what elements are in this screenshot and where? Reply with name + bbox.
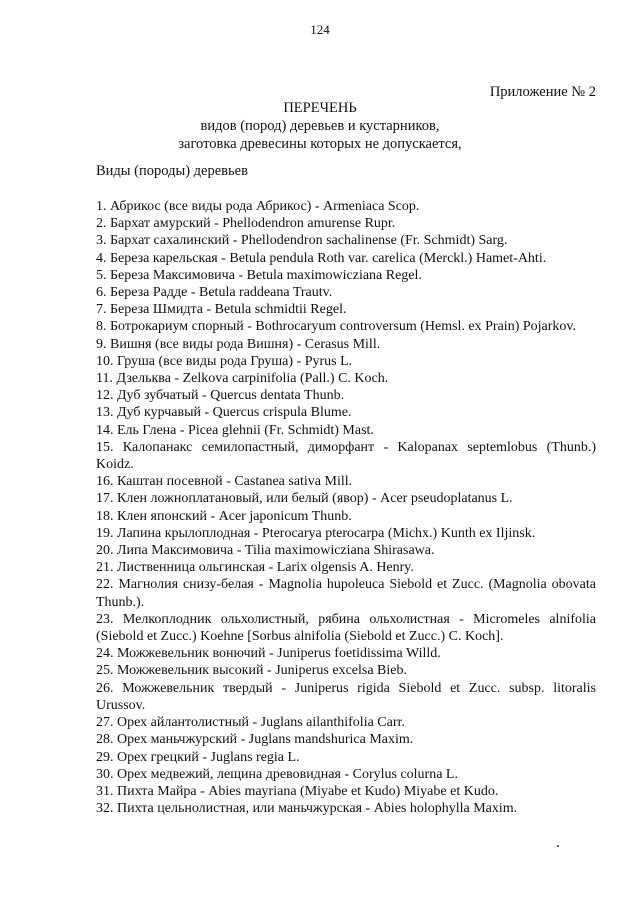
heading-subtitle-line-2: заготовка древесины которых не допускается, [178, 136, 462, 152]
list-item: 29. Орех грецкий - Juglans regia L. [96, 749, 300, 765]
list-item: 14. Ель Глена - Picea glehnii (Fr. Schmidt) Mast. [96, 422, 374, 438]
list-item: 7. Береза Шмидта - Betula schmidtii Regel. [96, 302, 347, 318]
list-item: 13. Дуб курчавый - Quercus crispula Blume. [96, 405, 352, 421]
list-item: 28. Орех маньчжурский - Juglans mandshurica Maxim. [96, 732, 414, 748]
list-item: 25. Можжевельник высокий - Juniperus excelsa Bieb. [96, 663, 408, 679]
list-item: 22. Магнолия снизу-белая - Magnolia hupoleuca Siebold et Zucc. (Magnolia obovata Thunb.). [96, 577, 596, 610]
appendix-label: Приложение № 2 [489, 84, 596, 100]
list-item: 26. Можжевельник твердый - Juniperus rigida Siebold et Zucc. subsp. litoralis Urussov. [96, 680, 596, 713]
list-item: 16. Каштан посевной - Castanea sativa Mill. [96, 474, 353, 490]
list-item: 10. Груша (все виды рода Груша) - Pyrus L. [96, 353, 353, 369]
list-item: 21. Лиственница ольгинская - Larix olgensis A. Henry. [96, 560, 414, 576]
list-item: 4. Береза карельская - Betula pendula Roth var. carelica (Merckl.) Hamet-Ahti. [96, 250, 547, 266]
list-item: 11. Дзельква - Zelkova carpinifolia (Pall.) C. Koch. [96, 371, 389, 387]
list-item: 12. Дуб зубчатый - Quercus dentata Thunb. [96, 388, 345, 404]
list-item: 31. Пихта Майра - Abies mayriana (Miyabe et Kudo) Miyabe et Kudo. [96, 783, 499, 799]
scan-dot [557, 845, 559, 847]
section-title: Виды (породы) деревьев [96, 163, 248, 179]
list-item: 24. Можжевельник вонючий - Juniperus foetidissima Willd. [96, 646, 441, 662]
list-item: 18. Клен японский - Acer japonicum Thunb. [96, 508, 352, 524]
list-item: 9. Вишня (все виды рода Вишня) - Cerasus Mill. [96, 336, 381, 352]
list-item: 30. Орех медвежий, лещина древовидная - Corylus colurna L. [96, 766, 458, 782]
document-heading [0, 99, 640, 153]
list-item: 20. Липа Максимовича - Tilia maximowicziana Shirasawa. [96, 543, 435, 559]
list-item: 6. Береза Радде - Betula raddeana Trautv. [96, 285, 333, 301]
heading-title: ПЕРЕЧЕНЬ [283, 100, 357, 116]
list-item: 19. Лапина крылоплодная - Pterocarya pterocarpa (Michx.) Kunth ex Iljinsk. [96, 525, 536, 541]
list-item: 17. Клен ложноплатановый, или белый (явор) - Acer pseudoplatanus L. [96, 491, 513, 507]
list-item: 32. Пихта цельнолистная, или маньчжурская - Abies holophylla Maxim. [96, 801, 518, 817]
list-item: 15. Калопанакс семилопастный, диморфант - Kalopanax septemlobus (Thunb.) Koidz. [96, 439, 596, 473]
page-number: 124 [310, 22, 330, 37]
list-item: 27. Орех айлантолистный - Juglans ailanthifolia Carr. [96, 715, 405, 731]
list-item: 2. Бархат амурский - Phellodendron amurense Rupr. [96, 216, 396, 232]
list-item: 5. Береза Максимовича - Betula maximowicziana Regel. [96, 267, 422, 283]
heading-subtitle-line-1: видов (пород) деревьев и кустарников, [200, 118, 440, 134]
list-item: 3. Бархат сахалинский - Phellodendron sachalinense (Fr. Schmidt) Sarg. [96, 233, 508, 249]
list-item: 23. Мелкоплодник ольхолистный, рябина ольхолистная - Micromeles alnifolia (Siebold et Zucc.) Koehne [Sorbus alnifolia (Siebold et Zucc.) C. Koch]. [96, 611, 596, 645]
list-item: 8. Ботрокариум спорный - Bothrocaryum controversum (Hemsl. ex Prain) Pojarkov. [96, 319, 577, 335]
list-item: 1. Абрикос (все виды рода Абрикос) - Armeniaca Scop. [96, 199, 420, 214]
species-list [96, 198, 596, 817]
